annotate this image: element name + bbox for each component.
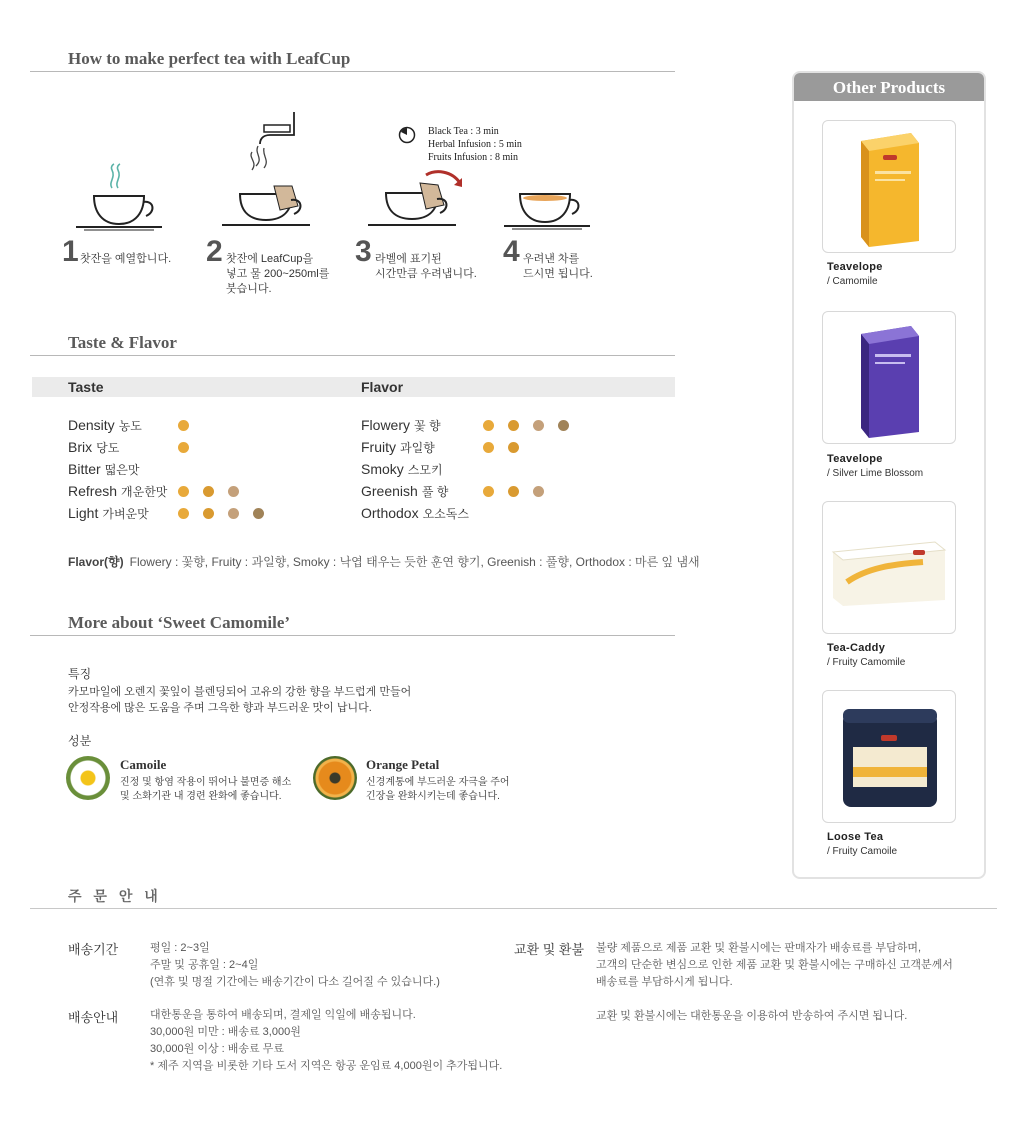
taste-flavor-title: Taste & Flavor — [68, 333, 177, 352]
taste-label-korean: 가벼운맛 — [102, 507, 149, 521]
step-1-number: 1 — [62, 235, 78, 268]
level-dot — [483, 442, 494, 453]
taste-header: Taste — [68, 379, 104, 395]
teavelope-camomile-box-image — [823, 121, 957, 254]
product-3-sub[interactable]: / Fruity Camomile — [827, 657, 906, 668]
taste-label: Refresh — [68, 483, 118, 499]
product-4-thumbnail[interactable] — [822, 690, 956, 823]
how-to-title: How to make perfect tea with LeafCup — [68, 49, 351, 68]
flavor-note-text: Flowery : 꽃향, Fruity : 과일향, Smoky : 낙엽 태우는 듯한 훈연 향기, Greenish : 풀향, Orthodox : 마른 잎 냄새 — [129, 555, 700, 569]
flavor-label-korean: 과일향 — [400, 441, 435, 455]
feature-text: 카모마일에 오렌지 꽃잎이 블렌딩되어 고유의 강한 향을 부드럽게 만들어 안정작용에 많은 도움을 주며 그윽한 향과 부드러운 맛이 납니다. — [68, 686, 412, 714]
exchange-extra-text: 교환 및 환불시에는 대한통운을 이용하여 반송하여 주시면 됩니다. — [596, 1010, 908, 1022]
product-1-sub[interactable]: / Camomile — [827, 276, 878, 287]
step-2-number: 2 — [206, 235, 222, 268]
level-dot — [508, 486, 519, 497]
delivery-info-label: 배송안내 — [68, 1010, 119, 1025]
flavor-label-korean: 풀 향 — [421, 485, 449, 499]
level-dot — [178, 486, 189, 497]
more-about-title: More about ‘Sweet Camomile’ — [68, 613, 291, 632]
taste-label-korean: 당도 — [96, 441, 120, 455]
delivery-period-text: 평일 : 2~3일 주말 및 공휴일 : 2~4일 (연휴 및 명절 기간에는 배송기간이 다소 길어질 수 있습니다.) — [150, 942, 440, 988]
level-dot — [483, 420, 494, 431]
level-dot — [253, 508, 264, 519]
product-4-sub[interactable]: / Fruity Camoile — [827, 846, 898, 857]
product-4-name[interactable]: Loose Tea — [827, 831, 884, 843]
ingredient-label: 성분 — [68, 734, 92, 748]
step-3-number: 3 — [355, 235, 371, 268]
taste-label: Bitter — [68, 461, 101, 477]
exchange-text: 불량 제품으로 제품 교환 및 환불시에는 판매자가 배송료를 부담하며, 고객의 단순한 변심으로 인한 제품 교환 및 환불시에는 구매하신 고객분께서 배송료를 부담하시게 됩니다. — [596, 942, 953, 988]
product-2-name[interactable]: Teavelope — [827, 453, 883, 465]
taste-row — [68, 439, 119, 456]
level-dot — [178, 442, 189, 453]
brew-times: Black Tea : 3 min Herbal Infusion : 5 min Fruits Infusion : 8 min — [428, 126, 522, 163]
taste-row — [68, 417, 142, 434]
taste-label: Brix — [68, 439, 93, 455]
level-dot — [203, 486, 214, 497]
order-info-divider — [30, 908, 997, 909]
step-4-illustration — [502, 180, 597, 235]
flavor-label: Fruity — [361, 439, 396, 455]
flavor-note-label: Flavor(향) — [68, 555, 124, 569]
product-1-name[interactable]: Teavelope — [827, 261, 883, 273]
taste-label: Density — [68, 417, 115, 433]
product-3-thumbnail[interactable] — [822, 501, 956, 634]
loose-tea-tin-image — [823, 691, 957, 824]
how-to-divider — [30, 71, 675, 72]
level-dot — [178, 420, 189, 431]
taste-label-korean: 농도 — [118, 419, 142, 433]
flavor-label-korean: 꽃 향 — [414, 419, 441, 433]
taste-row — [68, 483, 167, 500]
flavor-row — [361, 417, 441, 434]
taste-label-korean: 떫은맛 — [104, 463, 140, 477]
finished-tea-cup-icon — [502, 180, 597, 235]
delivery-period-label: 배송기간 — [68, 942, 119, 957]
camomile-image — [66, 756, 110, 800]
ingredient-1-text: 진정 및 항염 작용이 뛰어나 불면증 해소 및 소화기관 내 경련 완화에 좋습니다. — [120, 777, 292, 802]
taste-flavor-header — [32, 377, 675, 397]
flavor-row — [361, 483, 448, 500]
flavor-header: Flavor — [361, 379, 404, 395]
step-4-number: 4 — [503, 235, 519, 268]
product-1-thumbnail[interactable] — [822, 120, 956, 253]
more-about-divider — [30, 635, 675, 636]
product-2-thumbnail[interactable] — [822, 311, 956, 444]
level-dot — [558, 420, 569, 431]
level-dot — [508, 442, 519, 453]
orange-petal-image — [313, 756, 357, 800]
teavelope-silver-lime-box-image — [823, 312, 957, 445]
taste-label-korean: 개운한맛 — [121, 485, 168, 499]
flavor-note — [68, 553, 700, 570]
exchange-label: 교환 및 환불 — [514, 942, 585, 957]
sidebar-title: Other Products — [794, 73, 984, 101]
level-dot — [228, 508, 239, 519]
step-3-text: 라벨에 표기된 시간만큼 우려냅니다. — [375, 253, 477, 280]
step-2-text: 찻잔에 LeafCup을 넣고 물 200~250ml를 붓습니다. — [226, 253, 330, 295]
ingredient-1-name: Camoile — [120, 757, 167, 772]
ingredient-2-text: 신경계통에 부드러운 자극을 주어 긴장을 완화시키는데 좋습니다. — [366, 777, 510, 802]
order-info-title: 주 문 안 내 — [68, 888, 162, 904]
flavor-row — [361, 505, 469, 522]
level-dot — [483, 486, 494, 497]
product-2-sub[interactable]: / Silver Lime Blossom — [827, 468, 924, 479]
step-4-text: 우려낸 차를 드시면 됩니다. — [523, 253, 593, 280]
level-dot — [203, 508, 214, 519]
taste-label: Light — [68, 505, 99, 521]
pouring-water-icon — [218, 110, 318, 235]
step-1-illustration — [74, 160, 169, 235]
taste-flavor-divider — [30, 355, 675, 356]
taste-row — [68, 461, 139, 478]
ingredient-2-name: Orange Petal — [366, 757, 440, 772]
flavor-label: Smoky — [361, 461, 404, 477]
flavor-label-korean: 오소독스 — [422, 507, 469, 521]
flavor-row — [361, 439, 435, 456]
step-1-text: 찻잔을 예열합니다. — [80, 253, 172, 265]
other-products-sidebar — [792, 71, 986, 879]
flavor-label: Orthodox — [361, 505, 419, 521]
flavor-label: Flowery — [361, 417, 411, 433]
level-dot — [228, 486, 239, 497]
level-dot — [533, 486, 544, 497]
tea-caddy-box-image — [823, 502, 957, 635]
taste-row — [68, 505, 149, 522]
level-dot — [508, 420, 519, 431]
flavor-row — [361, 461, 443, 478]
step-2-illustration — [218, 110, 318, 235]
level-dot — [533, 420, 544, 431]
product-3-name[interactable]: Tea-Caddy — [827, 642, 886, 654]
delivery-info-text: 대한통운을 통하여 배송되며, 결제일 익일에 배송됩니다. 30,000원 미만 : 배송료 3,000원 30,000원 이상 : 배송료 무료 * 제주 지역을 비롯한 기타 도서 지역은 항공 운임료 4,000원이 추가됩니다. — [150, 1009, 503, 1072]
steaming-cup-icon — [74, 160, 169, 235]
feature-label: 특징 — [68, 667, 92, 681]
flavor-label-korean: 스모키 — [407, 463, 443, 477]
level-dot — [178, 508, 189, 519]
flavor-label: Greenish — [361, 483, 418, 499]
